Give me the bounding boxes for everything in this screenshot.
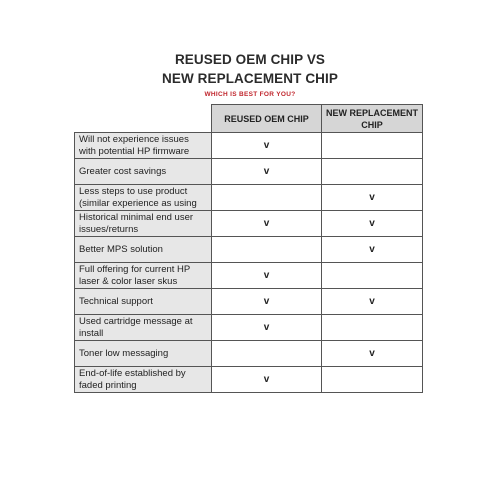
new-replacement-chip-check: [322, 133, 423, 159]
reused-oem-chip-check: [212, 237, 322, 263]
new-replacement-chip-check: [322, 159, 423, 185]
table-row: [75, 367, 423, 393]
row-label: Better MPS solution: [75, 237, 212, 263]
title-line-2: NEW REPLACEMENT CHIP: [161, 71, 338, 86]
new-replacement-chip-check: [322, 263, 423, 289]
reused-oem-chip-check: v: [212, 133, 322, 159]
table-row: [75, 289, 423, 315]
new-replacement-chip-check: v: [322, 237, 423, 263]
reused-oem-chip-check: v: [212, 263, 322, 289]
reused-oem-chip-check: v: [212, 211, 322, 237]
table-row: [75, 211, 423, 237]
table-row: [75, 185, 423, 211]
column-header-reused-oem-chip: REUSED OEM CHIP: [212, 105, 322, 133]
reused-oem-chip-check: v: [212, 315, 322, 341]
row-label: End-of-life established by faded printing: [75, 367, 212, 393]
row-label: Full offering for current HP laser & color laser skus: [75, 263, 212, 289]
reused-oem-chip-check: [212, 185, 322, 211]
new-replacement-chip-check: v: [322, 185, 423, 211]
table-row: [75, 315, 423, 341]
row-label: Used cartridge message at install: [75, 315, 212, 341]
row-label: Less steps to use product (similar experience as using: [75, 185, 212, 211]
table-header-row: [75, 105, 423, 133]
column-header-new-replacement-chip: NEW REPLACEMENT CHIP: [322, 105, 423, 133]
table-row: [75, 263, 423, 289]
row-label: Greater cost savings: [75, 159, 212, 185]
reused-oem-chip-check: v: [212, 289, 322, 315]
table-row: [75, 133, 423, 159]
header-blank-cell: [75, 105, 212, 133]
title-line-1: REUSED OEM CHIP VS: [174, 52, 326, 67]
reused-oem-chip-check: v: [212, 159, 322, 185]
new-replacement-chip-check: v: [322, 289, 423, 315]
new-replacement-chip-check: [322, 367, 423, 393]
row-label: Historical minimal end user issues/returns: [75, 211, 212, 237]
new-replacement-chip-check: v: [322, 211, 423, 237]
table-row: [75, 237, 423, 263]
table-row: [75, 159, 423, 185]
reused-oem-chip-check: [212, 341, 322, 367]
subtitle: WHICH IS BEST FOR YOU?: [204, 91, 296, 98]
table-row: [75, 341, 423, 367]
comparison-table: [74, 104, 423, 393]
row-label: Will not experience issues with potential HP firmware: [75, 133, 212, 159]
new-replacement-chip-check: v: [322, 341, 423, 367]
row-label: Toner low messaging: [75, 341, 212, 367]
reused-oem-chip-check: v: [212, 367, 322, 393]
new-replacement-chip-check: [322, 315, 423, 341]
row-label: Technical support: [75, 289, 212, 315]
